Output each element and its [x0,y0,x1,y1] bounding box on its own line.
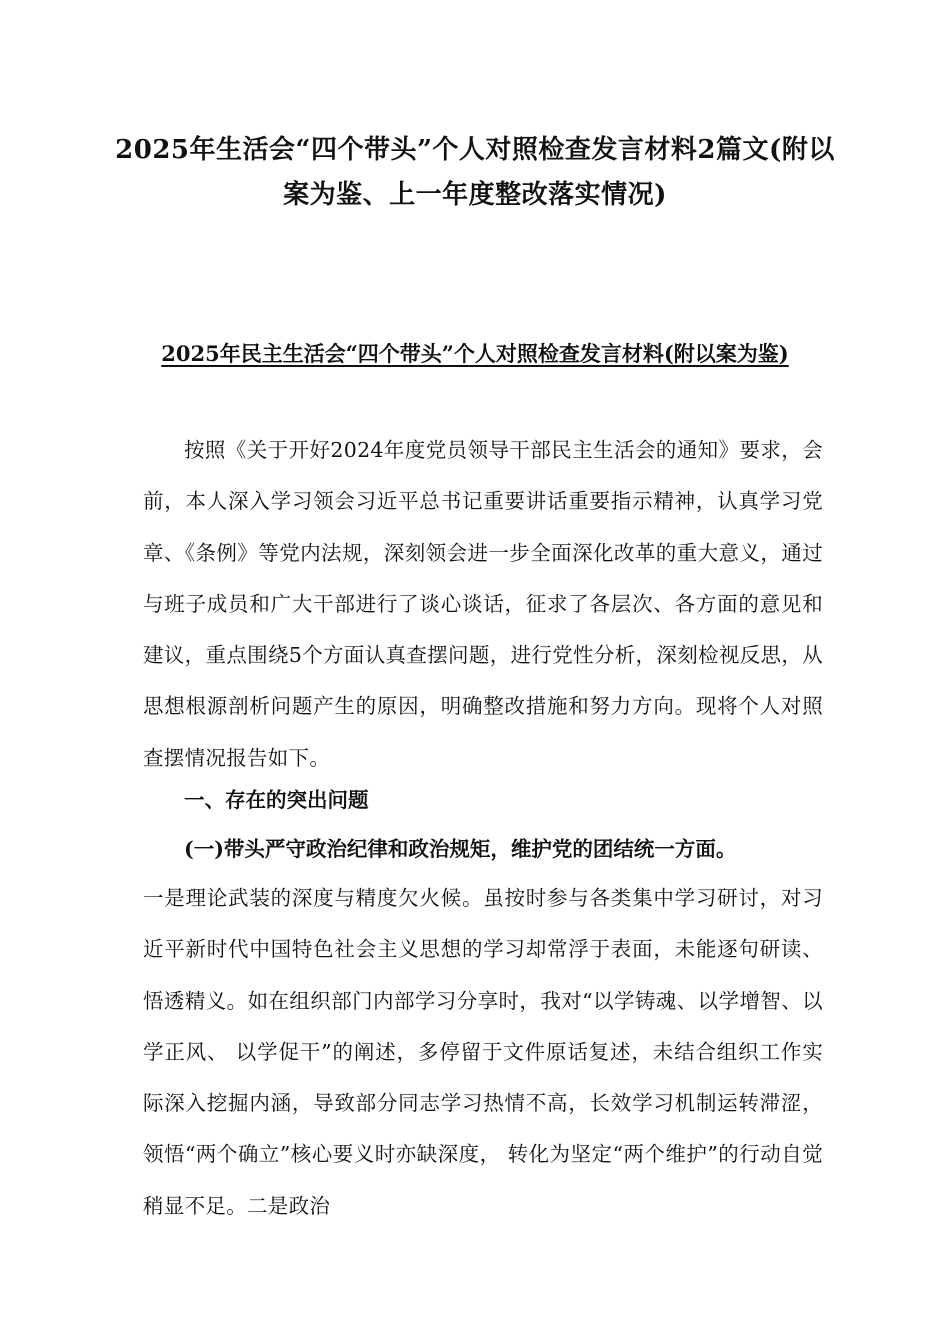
intro-paragraph: 按照《关于开好2024年度党员领导干部民主生活会的通知》要求，会前，本人深入学习领会习近平总书记重要讲话重要指示精神，认真学习党章、《条例》等党内法规，深刻领会进一步全面深化改革的重大意义，通过与班子成员和广大干部进行了谈心谈话，征求了各层次、各方面的意见和建议，重点围绕5个方面认真查摆问题，进行党性分析，深刻检视反思，从思想根源剖析问题产生的原因，明确整改措施和努力方向。现将个人对照查摆情况报告如下。 [143,438,823,770]
section-heading: 一、存在的突出问题 [184,788,369,812]
body-paragraph: 一是理论武装的深度与精度欠火候。虽按时参与各类集中学习研讨，对习近平新时代中国特色社会主义思想的学习却常浮于表面，未能逐句研读、悟透精义。如在组织部门内部学习分享时，我对“以学铸魂、以学增智、以学正风、 以学促干”的阐述，多停留于文件原话复述，未结合组织工作实际深入挖掘内涵，导致部分同志学习热情不高，长效学习机制运转滞涩，领悟“两个确立”核心要义时亦缺深度， 转化为坚定“两个维护”的行动自觉稍显不足。二是政治 [143,886,823,1218]
sub-title: 2025年民主生活会“四个带头”个人对照检查发言材料(附以案为鉴) [161,341,789,366]
main-title: 2025年生活会“四个带头”个人对照检查发言材料2篇文(附以案为鉴、上一年度整改落实情况) [115,135,835,210]
subsection-heading: (一)带头严守政治纪律和政治规矩，维护党的团结统一方面。 [184,837,737,861]
